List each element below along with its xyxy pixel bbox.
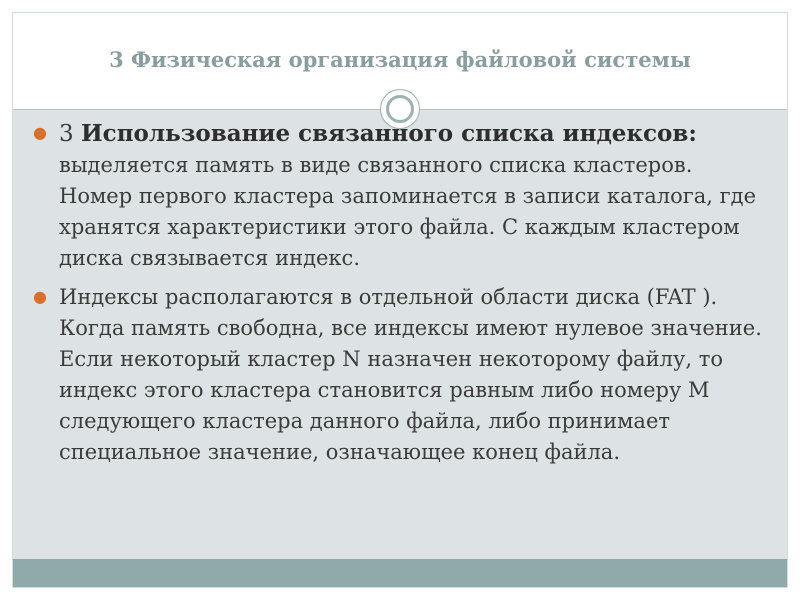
bullet-number: 3 — [59, 121, 81, 147]
bullet-dot-icon: ● — [33, 287, 47, 306]
bullet-heading: Использование связанного списка индексов: — [80, 120, 697, 147]
bullet-text: выделяется память в виде связанного списка кластеров. Номер первого кластера запоминается в записи каталога, где хранятся характеристики этого файла. С каждым кластером диска связывается индекс. — [59, 153, 757, 270]
bullet-text: Индексы располагаются в отдельной области диска (FAT ). Когда память свободна, все индексы имеют нулевое значение. Если некоторый кластер N назначен некоторому файлу, то индекс этого кластера становится равным либо номеру M следующего кластера данного файла, либо принимает специальное значение, означающее конец файла. — [59, 285, 762, 464]
slide-title: 3 Физическая организация файловой системы — [109, 47, 691, 72]
bottom-bar — [13, 559, 787, 587]
bullet-item-1 — [30, 118, 770, 274]
bullet-dot-icon: ● — [33, 123, 47, 142]
slide-content — [30, 118, 770, 476]
bullet-item-2 — [30, 282, 770, 468]
